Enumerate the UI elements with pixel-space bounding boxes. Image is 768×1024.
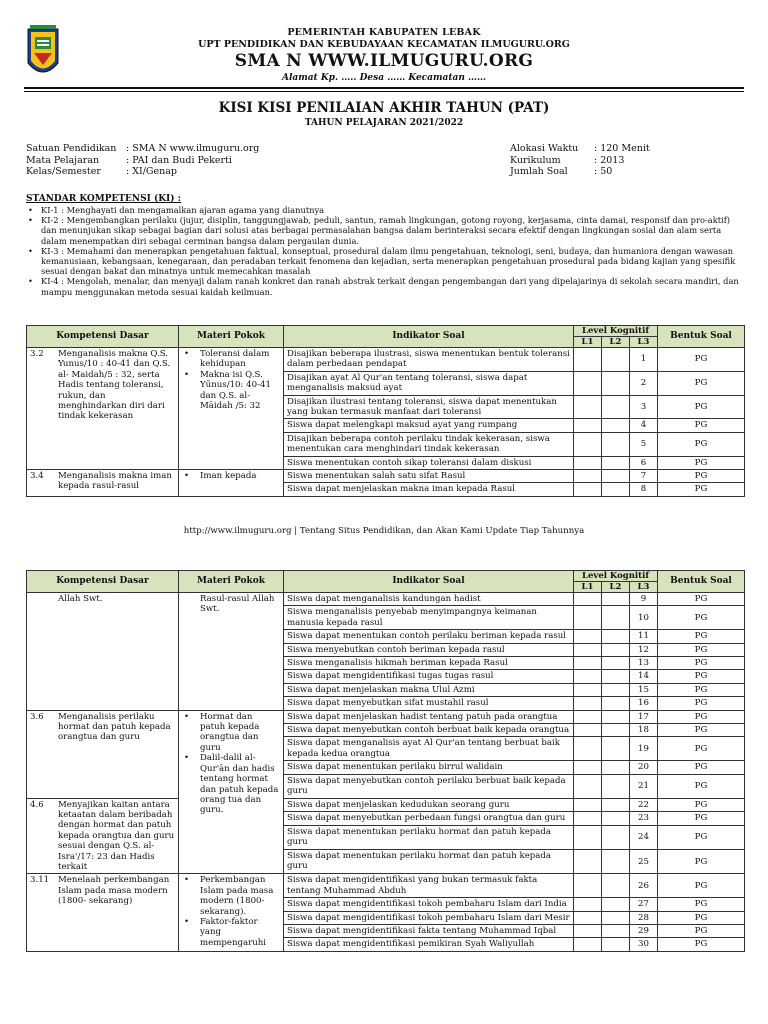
- info-row: [510, 143, 650, 155]
- kisi-table-page2: [26, 570, 745, 952]
- materi-item: • Iman kepada: [182, 471, 280, 481]
- question-number-cell: 14: [630, 670, 658, 683]
- level-l1-cell: [574, 419, 602, 432]
- indikator-cell: Siswa menganalisis hikmah beriman kepada Rasul: [284, 657, 574, 670]
- question-number-cell: 21: [630, 774, 658, 798]
- materi-list: [182, 712, 280, 816]
- level-l2-cell: [602, 761, 630, 774]
- info-row: [26, 166, 259, 178]
- level-l2-cell: [602, 395, 630, 419]
- kd-content: [30, 875, 175, 906]
- level-l2-cell: [602, 470, 630, 483]
- kd-cell: [27, 874, 179, 951]
- level-l1-cell: [574, 470, 602, 483]
- info-value: : PAI dan Budi Pekerti: [126, 154, 232, 166]
- kisi-table-page1: [26, 325, 745, 497]
- question-number-cell: 4: [630, 419, 658, 432]
- question-number-cell: 29: [630, 924, 658, 937]
- kd-cell: [27, 348, 179, 470]
- question-number-cell: 23: [630, 812, 658, 826]
- question-type-cell: PG: [658, 774, 745, 798]
- ki-item: • KI-4 : Mengolah, menalar, dan menyaji dalam ranah konkret dan ranah abstrak terkait dengan pengembangan dari yang dipelajarinya di sekolah secara mandiri, dan mampu menggunakan metoda sesuai kaidah keilmuan.: [26, 276, 744, 296]
- info-value: : 120 Menit: [594, 143, 650, 154]
- question-type-cell: PG: [658, 456, 745, 469]
- question-type-cell: PG: [658, 419, 745, 432]
- indikator-cell: Siswa dapat mengidentifikasi pemikiran Syah Waliyullah: [284, 938, 574, 951]
- question-number-cell: 1: [630, 348, 658, 372]
- question-type-cell: PG: [658, 483, 745, 496]
- question-number-cell: 9: [630, 593, 658, 606]
- materi-item: • Toleransi dalam kehidupan: [182, 349, 280, 370]
- col-level-l3: L3: [630, 337, 658, 348]
- indikator-cell: Disajikan beberapa contoh perilaku tindak kekerasan, siswa menentukan cara menghindari tindak kekerasan: [284, 432, 574, 456]
- info-label: Kelas/Semester: [26, 166, 101, 177]
- question-type-cell: PG: [658, 911, 745, 924]
- indikator-cell: Siswa dapat mengidentifikasi tugas tugas rasul: [284, 670, 574, 683]
- question-number-cell: 17: [630, 710, 658, 723]
- level-l2-cell: [602, 911, 630, 924]
- kd-number: 3.11: [30, 875, 50, 886]
- level-l1-cell: [574, 798, 602, 812]
- question-number-cell: 12: [630, 643, 658, 656]
- question-type-cell: PG: [658, 593, 745, 606]
- level-l2-cell: [602, 724, 630, 737]
- question-number-cell: 5: [630, 432, 658, 456]
- kd-text: Menelaah perkembangan Islam pada masa modern (1800- sekarang): [58, 875, 170, 907]
- info-row: [510, 155, 650, 167]
- col-kompetensi-dasar: Kompetensi Dasar: [27, 326, 179, 348]
- info-value: : 50: [594, 166, 613, 177]
- header-row: [27, 326, 745, 337]
- indikator-cell: Siswa dapat mengidentifikasi tokoh pembaharu Islam dari Mesir: [284, 911, 574, 924]
- level-l2-cell: [602, 630, 630, 643]
- question-type-cell: PG: [658, 470, 745, 483]
- indikator-cell: Siswa dapat menjelaskan makna Ulul Azmi: [284, 683, 574, 696]
- materi-text: Rasul-rasul Allah Swt.: [200, 594, 275, 615]
- indikator-cell: Siswa dapat menyebutkan sifat mustahil rasul: [284, 697, 574, 710]
- indikator-cell: Siswa dapat menentukan perilaku birrul walidain: [284, 761, 574, 774]
- footer-site-note: http://www.ilmuguru.org | Tentang Situs Pendidikan, dan Akan Kami Update Tiap Tahunnya: [183, 526, 585, 536]
- question-type-cell: PG: [658, 606, 745, 630]
- level-l2-cell: [602, 657, 630, 670]
- level-l1-cell: [574, 395, 602, 419]
- question-number-cell: 27: [630, 898, 658, 911]
- info-right: [510, 143, 650, 178]
- indikator-cell: Siswa dapat menyebutkan contoh perilaku berbuat baik kepada guru: [284, 774, 574, 798]
- level-l1-cell: [574, 710, 602, 723]
- indikator-cell: Disajikan ayat Al Qur'an tentang toleransi, siswa dapat menganalisis maksud ayat: [284, 371, 574, 395]
- question-number-cell: 2: [630, 371, 658, 395]
- info-label: Alokasi Waktu: [510, 143, 579, 154]
- level-l1-cell: [574, 812, 602, 826]
- table-row: [27, 348, 745, 372]
- indikator-cell: Disajikan beberapa ilustrasi, siswa menentukan bentuk toleransi dalam perbedaan pendapat: [284, 348, 574, 372]
- indikator-cell: Siswa dapat menjelaskan kedudukan seorang guru: [284, 798, 574, 812]
- level-l1-cell: [574, 371, 602, 395]
- level-l2-cell: [602, 371, 630, 395]
- level-l2-cell: [602, 456, 630, 469]
- question-number-cell: 15: [630, 683, 658, 696]
- table-row: [27, 470, 745, 483]
- question-type-cell: PG: [658, 924, 745, 937]
- kd-number: 3.4: [30, 471, 44, 482]
- indikator-cell: Siswa dapat menganalisis kandungan hadist: [284, 593, 574, 606]
- materi-item: • Makna isi Q.S. Yūnus/10: 40-41 dan Q.S. al-Māidah /5: 32: [182, 370, 280, 412]
- header-row: [27, 571, 745, 582]
- kd-content: [30, 712, 175, 743]
- level-l2-cell: [602, 798, 630, 812]
- question-type-cell: PG: [658, 825, 745, 849]
- ki-section-title: STANDAR KOMPETENSI (KI) :: [26, 194, 181, 204]
- question-number-cell: 11: [630, 630, 658, 643]
- info-label: Satuan Pendidikan: [26, 143, 117, 154]
- indikator-cell: Siswa dapat menyebutkan perbedaan fungsi orangtua dan guru: [284, 812, 574, 826]
- indikator-cell: Siswa menentukan salah satu sifat Rasul: [284, 470, 574, 483]
- materi-list: [182, 875, 280, 948]
- info-value: : 2013: [594, 154, 625, 166]
- col-indikator-soal: Indikator Soal: [284, 326, 574, 348]
- level-l1-cell: [574, 774, 602, 798]
- kd-number: 4.6: [30, 799, 44, 810]
- level-l2-cell: [602, 850, 630, 874]
- question-type-cell: PG: [658, 850, 745, 874]
- table-row: [27, 710, 745, 723]
- department-name: UPT PENDIDIKAN DAN KEBUDAYAAN KECAMATAN ILMUGURU.ORG: [198, 39, 570, 50]
- question-number-cell: 18: [630, 724, 658, 737]
- level-l2-cell: [602, 938, 630, 951]
- kd-cell: [27, 470, 179, 497]
- question-type-cell: PG: [658, 657, 745, 670]
- materi-pokok-cell: [179, 348, 284, 470]
- materi-item: • Dalil-dalil al-Qur'ān dan hadis tentang hormat dan patuh kepada orang tua dan guru.: [182, 753, 280, 815]
- question-type-cell: PG: [658, 874, 745, 898]
- level-l1-cell: [574, 456, 602, 469]
- indikator-cell: Siswa dapat mengidentifikasi tokoh pembaharu Islam dari India: [284, 898, 574, 911]
- table-row: [27, 593, 745, 606]
- question-number-cell: 8: [630, 483, 658, 496]
- ki-item: • KI-3 : Memahami dan menerapkan pengetahuan faktual, konseptual, prosedural dalam ilmu pengetahuan, teknologi, seni, budaya, dan humaniora dengan wawasan kemanusiaan, kebangsaan, kenegaraan, dan peradaban terkait fenomena dan kejadian, serta menerapkan pengetahuan prosedural pada bidang kajian yang spesifik sesuai dengan bakat dan minatnya untuk memecahkan masalah: [26, 246, 744, 277]
- indikator-cell: Siswa dapat menyebutkan contoh berbuat baik kepada orangtua: [284, 724, 574, 737]
- question-type-cell: PG: [658, 683, 745, 696]
- level-l2-cell: [602, 825, 630, 849]
- question-type-cell: PG: [658, 798, 745, 812]
- question-number-cell: 30: [630, 938, 658, 951]
- question-number-cell: 10: [630, 606, 658, 630]
- question-type-cell: PG: [658, 710, 745, 723]
- info-row: [26, 155, 259, 167]
- kd-text: Menganalisis makna iman kepada rasul-rasul: [58, 471, 172, 492]
- kd-text: Menyajikan kaitan antara ketaatan dalam beribadah dengan hormat dan patuh kepada orangtua dan guru sesuai dengan Q.S. al- Isra'/17: 23 dan Hadis terkait: [58, 799, 175, 872]
- col-level-l2: L2: [602, 582, 630, 593]
- level-l1-cell: [574, 483, 602, 496]
- school-name: SMA N WWW.ILMUGURU.ORG: [234, 51, 534, 71]
- question-type-cell: PG: [658, 670, 745, 683]
- info-left: [26, 143, 259, 178]
- materi-item: • Hormat dan patuh kepada orangtua dan guru: [182, 712, 280, 754]
- level-l2-cell: [602, 348, 630, 372]
- question-number-cell: 24: [630, 825, 658, 849]
- question-number-cell: 19: [630, 737, 658, 761]
- question-number-cell: 3: [630, 395, 658, 419]
- level-l1-cell: [574, 911, 602, 924]
- kd-content: [30, 800, 175, 873]
- col-level-kognitif: Level Kognitif: [574, 326, 658, 337]
- kd-number: [30, 594, 58, 604]
- level-l1-cell: [574, 670, 602, 683]
- kd-text: Menganalisis makna Q.S. Yunus/10 : 40-41 dan Q.S. al- Maidah/5 : 32, serta Hadis tentang toleransi, rukun, dan menghindarkan diri dari tindak kekerasan: [58, 349, 171, 422]
- level-l1-cell: [574, 850, 602, 874]
- kd-number: 3.2: [30, 349, 44, 359]
- academic-year: TAHUN PELAJARAN 2021/2022: [304, 118, 464, 128]
- level-l1-cell: [574, 938, 602, 951]
- level-l1-cell: [574, 874, 602, 898]
- ki-list: [26, 205, 744, 297]
- col-kompetensi-dasar: Kompetensi Dasar: [27, 571, 179, 593]
- question-type-cell: PG: [658, 371, 745, 395]
- indikator-cell: Siswa dapat menentukan perilaku hormat dan patuh kepada guru: [284, 825, 574, 849]
- ki-item: • KI-2 : Mengembangkan perilaku (jujur, disiplin, tanggungjawab, peduli, santun, ramah lingkungan, gotong royong, kerjasama, cinta damai, responsif dan pro-aktif) dan menunjukan sikap sebagai bagian dari solusi atas berbagai permasalahan bangsa dalam berinteraksi secara efektif dengan lingkungan sosial dan alam serta dalam menempatkan diri sebagai cerminan bangsa dalam pergaulan dunia.: [26, 215, 744, 246]
- level-l1-cell: [574, 737, 602, 761]
- question-number-cell: 25: [630, 850, 658, 874]
- indikator-cell: Siswa dapat menjelaskan hadist tentang patuh pada orangtua: [284, 710, 574, 723]
- document-title: KISI KISI PENILAIAN AKHIR TAHUN (PAT): [218, 100, 550, 116]
- kd-number: 3.6: [30, 711, 44, 722]
- government-name: PEMERINTAH KABUPATEN LEBAK: [287, 27, 481, 38]
- indikator-cell: Siswa dapat mengidentifikasi yang bukan termasuk fakta tentang Muhammad Abduh: [284, 874, 574, 898]
- question-number-cell: 20: [630, 761, 658, 774]
- info-row: [26, 143, 259, 155]
- indikator-cell: Disajikan ilustrasi tentang toleransi, siswa dapat menentukan yang bukan termasuk manfaat dari toleransi: [284, 395, 574, 419]
- col-indikator-soal: Indikator Soal: [284, 571, 574, 593]
- level-l2-cell: [602, 710, 630, 723]
- kd-text: Allah Swt.: [58, 594, 103, 604]
- level-l1-cell: [574, 924, 602, 937]
- question-type-cell: PG: [658, 724, 745, 737]
- level-l1-cell: [574, 593, 602, 606]
- info-label: Kurikulum: [510, 154, 561, 166]
- question-type-cell: PG: [658, 761, 745, 774]
- table-row: [27, 798, 745, 812]
- materi-list: [182, 349, 280, 411]
- col-level-l1: L1: [574, 582, 602, 593]
- col-bentuk-soal: Bentuk Soal: [658, 326, 745, 348]
- header-divider-thin: [24, 91, 744, 92]
- level-l1-cell: [574, 683, 602, 696]
- question-number-cell: 16: [630, 697, 658, 710]
- kd-cell: [27, 798, 179, 874]
- kd-content: [30, 594, 175, 604]
- materi-list: [182, 471, 280, 481]
- col-materi-pokok: Materi Pokok: [179, 571, 284, 593]
- kd-text: Menganalisis perilaku hormat dan patuh kepada orangtua dan guru: [58, 711, 171, 743]
- col-level-l1: L1: [574, 337, 602, 348]
- level-l1-cell: [574, 348, 602, 372]
- header-divider: [24, 87, 744, 89]
- question-number-cell: 28: [630, 911, 658, 924]
- question-type-cell: PG: [658, 938, 745, 951]
- question-number-cell: 22: [630, 798, 658, 812]
- level-l2-cell: [602, 432, 630, 456]
- indikator-cell: Siswa dapat mengidentifikasi fakta tentang Muhammad Iqbal: [284, 924, 574, 937]
- col-bentuk-soal: Bentuk Soal: [658, 571, 745, 593]
- info-label: Jumlah Soal: [510, 166, 568, 177]
- col-level-l2: L2: [602, 337, 630, 348]
- level-l2-cell: [602, 774, 630, 798]
- level-l1-cell: [574, 657, 602, 670]
- level-l2-cell: [602, 697, 630, 710]
- level-l1-cell: [574, 898, 602, 911]
- col-level-l3: L3: [630, 582, 658, 593]
- question-type-cell: PG: [658, 348, 745, 372]
- level-l2-cell: [602, 670, 630, 683]
- kd-cell: [27, 593, 179, 711]
- question-number-cell: 26: [630, 874, 658, 898]
- kd-cell: [27, 710, 179, 798]
- indikator-cell: Siswa menentukan contoh sikap toleransi dalam diskusi: [284, 456, 574, 469]
- indikator-cell: Siswa menganalisis penyebab menyimpangnya keimanan manusia kepada rasul: [284, 606, 574, 630]
- ki-item: • KI-1 : Menghayati dan mengamalkan ajaran agama yang dianutnya: [26, 205, 744, 215]
- question-number-cell: 7: [630, 470, 658, 483]
- level-l1-cell: [574, 697, 602, 710]
- level-l1-cell: [574, 643, 602, 656]
- level-l2-cell: [602, 419, 630, 432]
- col-level-kognitif: Level Kognitif: [574, 571, 658, 582]
- school-address: Alamat Kp. ….. Desa …… Kecamatan ……: [281, 73, 487, 83]
- kd-content: [30, 349, 175, 422]
- materi-pokok-cell: [179, 710, 284, 874]
- materi-item: • Perkembangan Islam pada masa modern (1800- sekarang).: [182, 875, 280, 917]
- info-label: Mata Pelajaran: [26, 154, 100, 166]
- kd-content: [30, 471, 175, 492]
- level-l2-cell: [602, 606, 630, 630]
- info-value: : XI/Genap: [126, 166, 178, 177]
- level-l1-cell: [574, 432, 602, 456]
- level-l1-cell: [574, 761, 602, 774]
- question-type-cell: PG: [658, 643, 745, 656]
- level-l2-cell: [602, 737, 630, 761]
- question-type-cell: PG: [658, 812, 745, 826]
- materi-pokok-cell: [179, 874, 284, 951]
- col-materi-pokok: Materi Pokok: [179, 326, 284, 348]
- level-l2-cell: [602, 924, 630, 937]
- level-l1-cell: [574, 724, 602, 737]
- info-value: : SMA N www.ilmuguru.org: [126, 143, 260, 154]
- level-l1-cell: [574, 630, 602, 643]
- indikator-cell: Siswa dapat melengkapi maksud ayat yang rumpang: [284, 419, 574, 432]
- level-l1-cell: [574, 606, 602, 630]
- indikator-cell: Siswa dapat menganalisis ayat Al Qur'an tentang berbuat baik kepada kedua orangtua: [284, 737, 574, 761]
- table-row: [27, 874, 745, 898]
- indikator-cell: Siswa dapat menentukan contoh perilaku beriman kepada rasul: [284, 630, 574, 643]
- level-l2-cell: [602, 483, 630, 496]
- question-number-cell: 13: [630, 657, 658, 670]
- level-l2-cell: [602, 593, 630, 606]
- question-type-cell: PG: [658, 395, 745, 419]
- level-l2-cell: [602, 812, 630, 826]
- materi-pokok-cell: [179, 470, 284, 497]
- indikator-cell: Siswa menyebutkan contoh beriman kepada rasul: [284, 643, 574, 656]
- level-l2-cell: [602, 874, 630, 898]
- question-type-cell: PG: [658, 630, 745, 643]
- materi-pokok-cell: [179, 593, 284, 711]
- indikator-cell: Siswa dapat menentukan perilaku hormat dan patuh kepada guru: [284, 850, 574, 874]
- info-row: [510, 166, 650, 178]
- question-type-cell: PG: [658, 737, 745, 761]
- materi-item: • Faktor-faktor yang mempengaruhi: [182, 917, 280, 948]
- question-number-cell: 6: [630, 456, 658, 469]
- indikator-cell: Siswa dapat menjelaskan makna iman kepada Rasul: [284, 483, 574, 496]
- level-l2-cell: [602, 643, 630, 656]
- level-l1-cell: [574, 825, 602, 849]
- question-type-cell: PG: [658, 898, 745, 911]
- question-type-cell: PG: [658, 697, 745, 710]
- level-l2-cell: [602, 683, 630, 696]
- level-l2-cell: [602, 898, 630, 911]
- question-type-cell: PG: [658, 432, 745, 456]
